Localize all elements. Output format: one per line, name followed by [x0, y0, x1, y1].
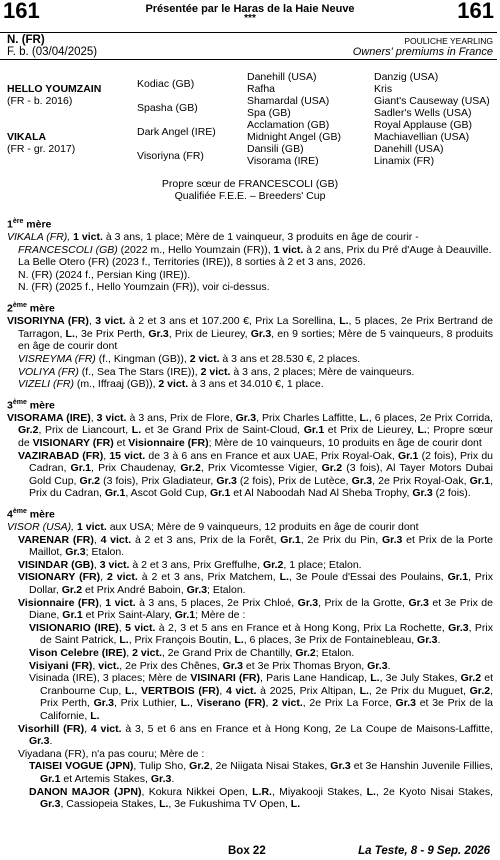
- family-entry: DANON MAJOR (JPN), Kokura Nikkei Open, L.R., Miyakooji Stakes, L., 2e Kyoto Nisai Stakes, Gr.3, Cassiopeia Stakes, L., 3e Fukushima TV Open, L.: [29, 785, 493, 811]
- horse-name: N. (FR): [7, 34, 45, 46]
- pedigree-g4: Danehill (USA): [374, 143, 444, 155]
- family-entry: La Belle Otero (FR) (2023 f., Territories (IRE)), 8 sorties à 2 et 3 ans, 2026.: [18, 256, 366, 269]
- pedigree-g4: Kris: [374, 83, 393, 95]
- family-entry: FRANCESCOLI (GB) (2022 m., Hello Youmzain (FR)), 1 vict. à 2 ans, Prix du Pré d'Auge à Deauville.: [18, 243, 492, 256]
- lot-number-right: 161: [457, 0, 494, 23]
- identity-box: [0, 32, 497, 60]
- stars: ***: [244, 13, 256, 24]
- family-entry: Vison Celebre (IRE), 2 vict., 2e Grand Prix de Chantilly, Gr.2; Etalon.: [29, 647, 355, 659]
- dam-info: (FR - gr. 2017): [7, 143, 76, 155]
- family-entry: VAZIRABAD (FR), 15 vict. de 3 à 6 ans en France et aux UAE, Prix Royal-Oak, Gr.1 (2 fois), Prix du Cadran, Gr.1, Prix Chaudenay, Gr.2, Prix Vicomtesse Vigier, Gr.2 (3 fois), Al Tayer Motors Dubai Gold Cup, Gr.2 (3 fois), Prix Gladiateur, Gr.3 (2 fois), Prix de Lutèce, Gr.3, 2e Prix Royal-Oak, Gr.1, Prix du Cadran, Gr.1, Ascot Gold Cup, Gr.1 et Al Naboodah Nad Al Sheba Trophy, Gr.3 (2 fois).: [18, 449, 493, 500]
- pedigree-g4: Machiavellian (USA): [374, 131, 470, 143]
- family-entry: N. (FR) (2024 f., Persian King (IRE)).: [18, 268, 191, 281]
- pedigree-g3: Spa (GB): [247, 107, 291, 119]
- gen-heading: 2ème mère: [7, 302, 55, 315]
- family-entry: N. (FR) (2025 f., Hello Youmzain (FR)), voir ci-dessus.: [18, 281, 270, 294]
- qualification-note: Qualifiée F.E.E. – Breeders' Cup: [174, 190, 326, 202]
- pedigree-g3: Danehill (USA): [247, 71, 317, 83]
- owners-premiums: Owners' premiums in France: [352, 46, 493, 58]
- family-entry: VISINDAR (GB), 3 vict. à 2 et 3 ans, Prix Greffulhe, Gr.2, 1 place; Etalon.: [18, 558, 362, 571]
- pedigree-g4: Linamix (FR): [374, 155, 435, 167]
- pedigree-g3: Acclamation (GB): [247, 119, 330, 131]
- family-entry: VIZELI (FR) (m., Iffraaj (GB)), 2 vict. à 3 ans et 34.010 €, 1 place.: [18, 378, 324, 391]
- family-entry: Visionnaire (FR), 1 vict. à 3 ans, 5 places, 2e Prix Chloé, Gr.3, Prix de la Grotte, Gr.3 et 3e Prix de Diane, Gr.1 et Prix Saint-Alary, Gr.1; Mère de :: [18, 596, 493, 622]
- pedigree-g3: Shamardal (USA): [247, 95, 330, 107]
- family-entry: VISREYMA (FR) (f., Kingman (GB)), 2 vict. à 3 ans et 28.530 €, 2 places.: [18, 352, 361, 365]
- horse-birth: F. b. (03/04/2025): [7, 46, 98, 58]
- female-family-text: [7, 212, 493, 811]
- pedigree-g2: Spasha (GB): [137, 102, 198, 114]
- family-entry: VISORAMA (IRE), 3 vict. à 3 ans, Prix de Flore, Gr.3, Prix Charles Laffitte, L., 6 places, 2e Prix Corrida, Gr.2, Prix de Liancourt, L. et 3e Grand Prix de Saint-Cloud, Gr.1 et Prix de Lieurey, L.; Propre sœur de VISIONARY (FR) et Visionnaire (FR); Mère de 10 vainqueurs, 10 produits en âge de courir dont: [7, 411, 493, 449]
- pedigree-g4: Danzig (USA): [374, 71, 439, 83]
- box-number: Box 22: [228, 845, 266, 857]
- sire-info: (FR - b. 2016): [7, 95, 73, 107]
- family-entry: VISIONARIO (IRE), 5 vict. à 2, 3 et 5 ans en France et à Hong Kong, Prix La Rochette, Gr.3, Prix de Saint Patrick, L., Prix François Boutin, L., 6 places, 3e Prix de Fontainebleau, Gr.3.: [29, 621, 493, 647]
- sale-location: La Teste, 8 - 9 Sep. 2026: [358, 845, 490, 857]
- dam-name: VIKALA: [7, 131, 47, 143]
- sibling-note: Propre sœur de FRANCESCOLI (GB): [161, 178, 339, 190]
- family-entry: VISORIYNA (FR), 3 vict. à 2 et 3 ans et 107.200 €, Prix La Sorellina, L., 5 places, 2e Prix Bertrand de Tarragon, L., 3e Prix Perth, Gr.3, Prix de Lieurey, Gr.3, en 9 sorties; Mère de 5 vainqueurs, 8 produits en âge de courir dont: [7, 315, 493, 353]
- family-entry: Visorhill (FR), 4 vict. à 3, 5 et 6 ans en France et à Hong Kong, 2e La Coupe de Maisons-Laffitte, Gr.3.: [18, 722, 493, 748]
- pedigree-g4: Sadler's Wells (USA): [374, 107, 472, 119]
- pedigree-g2: Visoriyna (FR): [137, 150, 204, 162]
- page-header: [0, 0, 500, 28]
- family-entry: Viyadana (FR), n'a pas couru; Mère de :: [18, 747, 205, 760]
- pedigree-g2: Kodiac (GB): [137, 78, 195, 90]
- family-entry: VARENAR (FR), 4 vict. à 2 et 3 ans, Prix de la Forêt, Gr.1, 2e Prix du Pin, Gr.3 et Prix de la Porte Maillot, Gr.3; Etalon.: [18, 533, 493, 559]
- family-entry: Visiyani (FR), vict., 2e Prix des Chênes, Gr.3 et 3e Prix Thomas Bryon, Gr.3.: [29, 659, 391, 672]
- presenter: Présentée par le Haras de la Haie Neuve: [145, 3, 355, 15]
- pedigree-g4: Royal Applause (GB): [374, 119, 473, 131]
- pedigree-g2: Dark Angel (IRE): [137, 126, 216, 138]
- family-entry: VOLIYA (FR) (f., Sea The Stars (IRE)), 2 vict. à 3 ans, 2 places; Mère de vainqueurs.: [18, 365, 415, 378]
- lot-number-left: 161: [3, 0, 40, 23]
- pedigree-table: [0, 70, 500, 170]
- family-entry: TAISEI VOGUE (JPN), Tulip Sho, Gr.2, 2e Niigata Nisai Stakes, Gr.3 et 3e Hanshin Juvenile Fillies, Gr.1 et Artemis Stakes, Gr.3.: [29, 760, 493, 785]
- sire-name: HELLO YOUMZAIN: [7, 83, 102, 95]
- horse-type: POULICHE YEARLING: [404, 36, 493, 46]
- gen-heading: 3ème mère: [7, 398, 55, 412]
- gen-heading: 1ère mère: [7, 218, 52, 231]
- pedigree-g3: Rafha: [247, 83, 276, 95]
- family-entry: VISOR (USA), 1 vict. aux USA; Mère de 9 vainqueurs, 12 produits en âge de courir dont: [7, 521, 419, 534]
- family-entry: VIKALA (FR), 1 vict. à 3 ans, 1 place; Mère de 1 vainqueur, 3 produits en âge de courir -: [7, 231, 419, 244]
- pedigree-g3: Visorama (IRE): [247, 155, 319, 167]
- pedigree-g3: Dansili (GB): [247, 143, 304, 155]
- gen-heading: 4ème mère: [7, 507, 55, 521]
- pedigree-g3: Midnight Angel (GB): [247, 131, 341, 143]
- family-entry: Visinada (IRE), 3 places; Mère de VISINARI (FR), Paris Lane Handicap, L., 3e July Stakes, Gr.2 et Cranbourne Cup, L., VERTBOIS (FR), 4 vict. à 2025, Prix Altipan, L., 2e Prix du Muguet, Gr.2, Prix Perth, Gr.3, Prix Luthier, L., Viserano (FR), 2 vict., 2e Prix La Force, Gr.3 et 3e Prix de la Californie, L.: [29, 672, 493, 722]
- family-entry: VISIONARY (FR), 2 vict. à 2 et 3 ans, Prix Matchem, L., 3e Poule d'Essai des Poulains, Gr.1, Prix Dollar, Gr.2 et Prix André Baboin, Gr.3; Etalon.: [18, 571, 493, 597]
- pedigree-g4: Giant's Causeway (USA): [374, 95, 490, 107]
